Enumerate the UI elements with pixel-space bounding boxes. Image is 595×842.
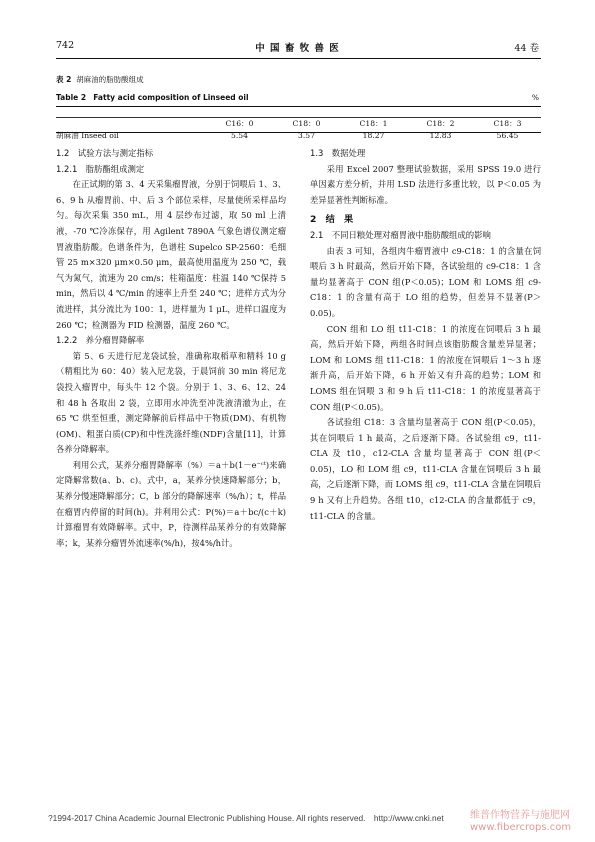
column-header: C16：0 <box>225 118 254 128</box>
journal-title: 中 国 畜 牧 兽 医 <box>255 43 340 54</box>
table-cell: 5.54 <box>231 130 248 140</box>
body-paragraph: CON 组和 LO 组 t11-C18：1 的浓度在饲喂后 3 h 最高，然后开始下降，两组各时间点该脂肪酸含量差异显著；LOM 和 LOMS 组 t11-C18：1 的浓度在饲喂后 1～3 h 逐渐升高，后开始下降，6 h 开始又有升高的趋势；LOM 和 LOMS 组在饲喂 3 和 9 h 后 t11-C18：1 的浓度显著高于 CON 组(P＜0.05)。 <box>310 323 541 412</box>
table-caption-cn-number: 表 2 <box>56 75 72 84</box>
body-paragraph: 由表 3 可知，各组肉牛瘤胃液中 c9-C18：1 的含量在饲喂后 3 h 时最高，然后开始下降，各试验组的 c9-C18：1 含量均显著高于 CON 组(P＜0.05)；LOM 和 LOMS 组 c9-C18：1 的含量有高于 LO 组的趋势，但差异不显著(P＞0.05)。 <box>310 245 541 318</box>
table-caption-en-number: Table 2 <box>56 93 87 102</box>
table-cell: 12.83 <box>429 130 452 140</box>
section-heading: 2 结 果 <box>310 214 354 226</box>
table-cell: 56.45 <box>496 130 519 140</box>
column-header: C18：2 <box>426 118 455 128</box>
table-row <box>56 129 541 141</box>
watermark-url: www.fibercrops.com <box>470 822 572 833</box>
right-column <box>310 146 541 524</box>
subsection-heading: 2.1 不同日粮处理对瘤胃液中脂肪酸组成的影响 <box>310 229 491 240</box>
table-bottom-rule <box>56 132 541 133</box>
body-paragraph: 各试验组 C18：3 含量均显著高于 CON 组(P＜0.05)，其在饲喂后 1 h 最高，之后逐渐下降。各试验组 c9，t11-CLA 及 t10，c12-CLA 含量均显著高于 CON 组(P＜0.05)，LO 和 LOM 组 c9，t11-CLA 含量在饲喂后 3 h 最高，之后逐渐下降，而 LOMS 组 c9，t11-CLA 含量在饲喂后 9 h 又有上升趋势。各组 t10，c12-CLA 的含量都低于 c9，t11-CLA 的含量。 <box>310 417 541 521</box>
section-heading: 1.3 数据处理 <box>310 148 366 158</box>
table-caption-en-text: Fatty acid composition of Linseed oil <box>93 93 249 102</box>
section-heading: 1.2 试验方法与测定指标 <box>56 148 154 158</box>
volume-label: 44 卷 <box>514 43 539 54</box>
fatty-acid-table <box>56 117 541 141</box>
left-column <box>56 146 286 551</box>
body-paragraph: 采用 Excel 2007 整理试验数据，采用 SPSS 19.0 进行单因素方差分析，并用 LSD 法进行多重比较，以 P＜0.05 为差异显著性判断标准。 <box>310 163 541 205</box>
table-top-rule <box>56 106 541 107</box>
subsection-heading: 1.2.2 养分瘤胃降解率 <box>56 335 145 346</box>
table-header-row <box>56 117 541 129</box>
table-caption-en <box>56 93 249 102</box>
header-rule <box>56 58 541 59</box>
row-label: 胡麻油 Inseed oil <box>56 130 119 140</box>
watermark-line: 维普作物营养与施肥网 <box>470 810 570 821</box>
table-cell: 18.27 <box>362 130 385 140</box>
table-caption-cn <box>56 74 144 85</box>
subsection-heading: 1.2.1 脂肪酯组成测定 <box>56 163 145 174</box>
body-paragraph: 第 5、6 天进行尼龙袋试验，准确称取稻草和精料 10 g（精粗比为 60：40）装入尼龙袋，于晨饲前 30 min 将尼龙袋投入瘤胃中，每头牛 12 个袋。分别于 1、3、6、12、24 和 48 h 各取出 2 袋，立即用水冲洗至冲洗液清澈为止，在 65 ℃ 烘至恒重，测定降解前后样品中干物质(DM)、有机物(OM)、粗蛋白质(CP)和中性洗涤纤维(NDF)含量[11]，计算各养分降解率。 <box>56 350 286 455</box>
copyright-footer: ?1994-2017 China Academic Journal Electronic Publishing House. All rights reserved. http://www.cnki.net <box>48 813 444 823</box>
table-unit: % <box>531 93 539 102</box>
column-header: C18：3 <box>493 118 522 128</box>
page-number: 742 <box>56 40 75 51</box>
column-header: C18：1 <box>359 118 388 128</box>
body-paragraph: 利用公式，某养分瘤胃降解率（%）＝a＋b(1－e⁻ᶜᵗ)来确定降解常数(a、b、c)。式中，a，某养分快速降解部分；b，某养分慢速降解部分；C，b 部分的降解速率（%/h）；t，样品在瘤胃内停留的时间(h)。并利用公式：P(%)＝a＋bc/(c＋k) 计算瘤胃有效降解率。式中，P，待测样品某养分的有效降解率；k，某养分瘤胃外流速率(%/h)，按4%/h计。 <box>56 459 286 548</box>
table-caption-cn-text: 胡麻油的脂肪酸组成 <box>76 75 144 84</box>
body-paragraph: 在正试期的第 3、4 天采集瘤胃液，分别于饲喂后 1、3、6、9 h 从瘤胃前、中、后 3 个部位采样，尽量使所采样品均匀。每次采集 350 mL，用 4 层纱布过滤，取 50 ml 上清液，-70 ℃冷冻保存，用 Agilent 7890A 气象色谱仪测定瘤胃液脂肪酸。色谱条件为，色谱柱 Supelco SP-2560：毛细管 25 m×320 μm×0.50 μm，最高使用温度为 250 ℃，载气为氮气，流速为 20 cm/s；柱箱温度：柱温 140 ℃保持 5 min，然后以 4 ℃/min 的速率上升至 240 ℃；进样方式为分流进样，其分流比为 100：1，进样量为 1 μL，进样口温度为 260 ℃；检测器为 FID 检测器，温度 260 ℃。 <box>56 179 286 330</box>
table-cell: 3.57 <box>298 130 315 140</box>
column-header: C18：0 <box>292 118 321 128</box>
watermark <box>470 810 571 834</box>
